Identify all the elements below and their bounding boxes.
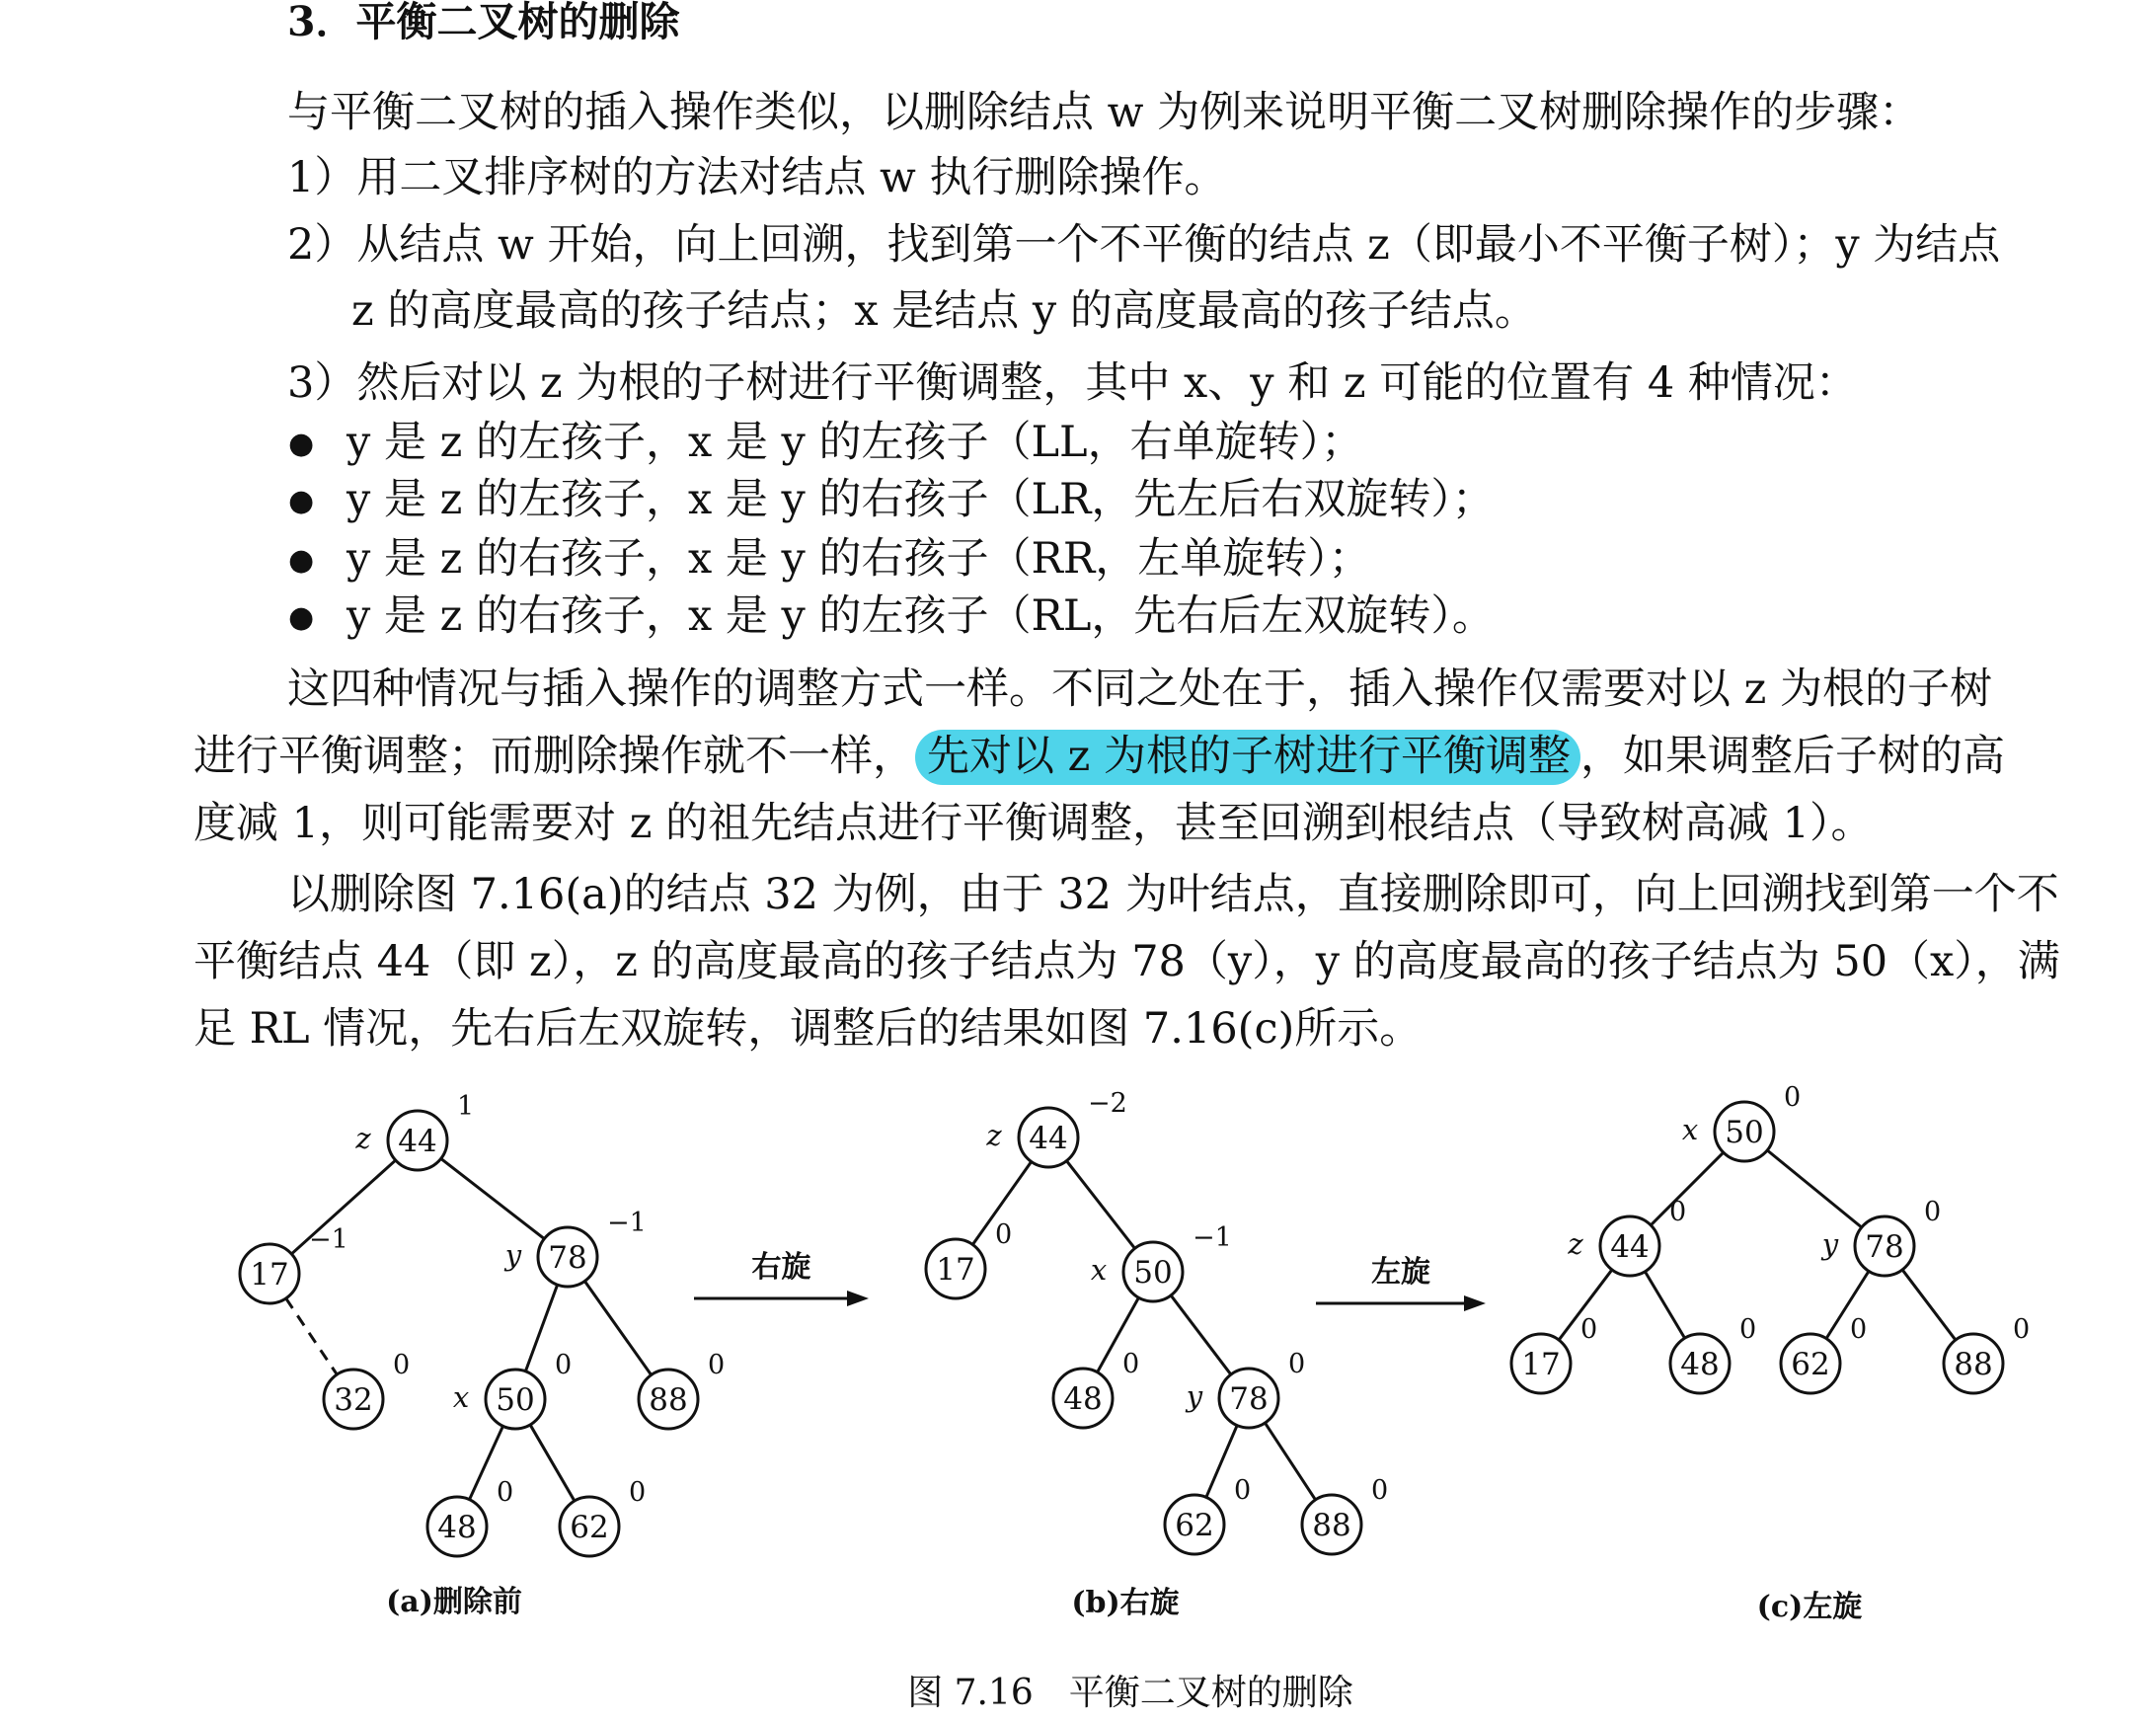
tree-edge: [525, 1285, 557, 1371]
balance-factor: 1: [457, 1091, 475, 1122]
balance-factor: 0: [1122, 1349, 1140, 1379]
node-key: 62: [1175, 1508, 1214, 1543]
balance-factor: −1: [607, 1208, 647, 1238]
bullet-dot: ●: [288, 427, 315, 461]
node-key: 78: [1229, 1381, 1269, 1417]
step-2-line-2: z 的高度最高的孩子结点；x 是结点 y 的高度最高的孩子结点。: [351, 286, 1537, 336]
node-tag-z: z: [986, 1119, 1002, 1152]
tree-edge: [530, 1425, 575, 1501]
node-key: 88: [649, 1382, 688, 1418]
balance-factor: 0: [629, 1477, 647, 1508]
node-key: 78: [548, 1240, 587, 1276]
node-tag-x: x: [452, 1380, 470, 1414]
balance-factor: −2: [1088, 1088, 1127, 1119]
balance-factor: 0: [1850, 1314, 1868, 1345]
para-2-line-2-end: ，如果调整后子树的高: [1580, 732, 2005, 781]
bullet-dot: ●: [288, 543, 315, 578]
bullet-item-rl: y 是 z 的右孩子，x 是 y 的左孩子（RL，先右后左双旋转）。: [346, 591, 1495, 641]
balance-factor: 0: [2013, 1314, 2031, 1345]
rotate-right-arrow-head: [847, 1291, 869, 1306]
figure-caption: 图 7.16 平衡二叉树的删除: [907, 1673, 1353, 1713]
intro-paragraph: 与平衡二叉树的插入操作类似，以删除结点 w 为例来说明平衡二叉树删除操作的步骤：: [287, 88, 1922, 137]
node-tag-x: x: [1681, 1113, 1699, 1146]
node-key: 62: [570, 1510, 609, 1545]
balance-factor: −1: [1193, 1222, 1232, 1253]
balance-factor: 0: [1784, 1082, 1802, 1113]
balance-factor: 0: [1669, 1197, 1687, 1227]
node-key: 88: [1954, 1347, 1993, 1382]
balance-factor: 0: [1924, 1197, 1942, 1227]
node-tag-y: y: [1186, 1379, 1203, 1413]
node-key: 17: [1521, 1347, 1561, 1382]
node-key: 17: [250, 1257, 289, 1293]
subfigure-caption: (b)右旋: [1071, 1586, 1180, 1620]
node-key: 44: [1029, 1121, 1068, 1156]
node-key: 50: [1133, 1255, 1173, 1291]
node-tag-y: y: [504, 1238, 522, 1272]
balance-factor: 0: [1580, 1314, 1598, 1345]
balance-factor: 0: [1371, 1475, 1389, 1506]
node-tag-y: y: [1821, 1227, 1839, 1261]
tree-edge: [1767, 1150, 1862, 1227]
balance-factor: 0: [995, 1219, 1013, 1250]
node-key: 44: [398, 1124, 437, 1159]
tree-edge: [1066, 1161, 1134, 1249]
node-key: 48: [437, 1510, 477, 1545]
rotate-left-arrow-head: [1464, 1295, 1486, 1311]
node-key: 17: [936, 1252, 975, 1288]
node-tag-x: x: [1090, 1253, 1108, 1287]
arrow-label: 左旋: [1371, 1255, 1430, 1290]
tree-edge: [584, 1281, 651, 1374]
node-key: 32: [334, 1382, 373, 1418]
para-2-line-1: 这四种情况与插入操作的调整方式一样。不同之处在于，插入操作仅需要对以 z 为根的子树: [287, 665, 1992, 714]
balance-factor: 0: [708, 1350, 726, 1380]
tree-edge: [1645, 1272, 1684, 1338]
node-key: 62: [1791, 1347, 1830, 1382]
node-key: 48: [1680, 1347, 1720, 1382]
tree-edge: [1902, 1270, 1956, 1340]
balance-factor: 0: [393, 1350, 411, 1380]
node-key: 78: [1865, 1229, 1904, 1265]
para-2-line-2-start: 进行平衡调整；而删除操作就不一样，: [193, 732, 915, 781]
node-key: 50: [1725, 1115, 1764, 1150]
para-3-line-1: 以删除图 7.16(a)的结点 32 为例，由于 32 为叶结点，直接删除即可，向上回溯找到第一个不: [287, 870, 2059, 919]
step-2-line-1: 2）从结点 w 开始，向上回溯，找到第一个不平衡的结点 z（即最小不平衡子树）；y 为结点: [287, 220, 2001, 270]
para-2-line-2: [193, 727, 2005, 786]
deleted-edge: [286, 1298, 338, 1374]
arrow-label: 右旋: [751, 1250, 811, 1285]
tree-edge: [1265, 1423, 1315, 1500]
bullet-dot: ●: [288, 600, 315, 635]
subfigure-caption: (a)删除前: [386, 1585, 522, 1619]
tree-edge: [1171, 1295, 1231, 1374]
step-1: 1）用二叉排序树的方法对结点 w 执行删除操作。: [287, 153, 1227, 202]
highlighted-text: 先对以 z 为根的子树进行平衡调整: [915, 730, 1580, 785]
bullet-item-rr: y 是 z 的右孩子，x 是 y 的右孩子（RR，左单旋转）；: [346, 534, 1371, 584]
subfigure-caption: (c)左旋: [1756, 1590, 1863, 1624]
node-tag-z: z: [1568, 1227, 1583, 1261]
bullet-dot: ●: [288, 484, 315, 518]
node-key: 48: [1063, 1381, 1103, 1417]
para-2-line-3: 度减 1，则可能需要对 z 的祖先结点进行平衡调整，甚至回溯到根结点（导致树高减 1）。: [193, 799, 1874, 848]
bullet-item-lr: y 是 z 的左孩子，x 是 y 的右孩子（LR，先左后右双旋转）；: [346, 475, 1495, 524]
para-3-line-2: 平衡结点 44（即 z），z 的高度最高的孩子结点为 78（y），y 的高度最高的孩子结点为 50（x），满: [193, 937, 2060, 986]
tree-edge: [1651, 1152, 1724, 1225]
tree-edge: [441, 1158, 545, 1238]
step-3: 3）然后对以 z 为根的子树进行平衡调整，其中 x、y 和 z 可能的位置有 4 种情况：: [287, 358, 1858, 408]
node-key: 50: [496, 1382, 535, 1418]
node-tag-z: z: [355, 1122, 371, 1155]
balance-factor: 0: [555, 1350, 573, 1380]
balance-factor: 0: [1234, 1475, 1252, 1506]
avl-deletion-figure: [0, 1066, 2156, 1724]
node-key: 44: [1610, 1229, 1650, 1265]
bullet-item-ll: y 是 z 的左孩子，x 是 y 的左孩子（LL，右单旋转）；: [346, 418, 1364, 467]
balance-factor: 0: [497, 1477, 514, 1508]
balance-factor: −1: [309, 1224, 348, 1255]
para-3-line-3: 足 RL 情况，先右后左双旋转，调整后的结果如图 7.16(c)所示。: [193, 1004, 1423, 1054]
balance-factor: 0: [1288, 1349, 1306, 1379]
balance-factor: 0: [1739, 1314, 1757, 1345]
node-key: 88: [1312, 1508, 1351, 1543]
tree-edge: [1206, 1426, 1237, 1498]
section-heading: 3．平衡二叉树的删除: [287, 0, 680, 45]
